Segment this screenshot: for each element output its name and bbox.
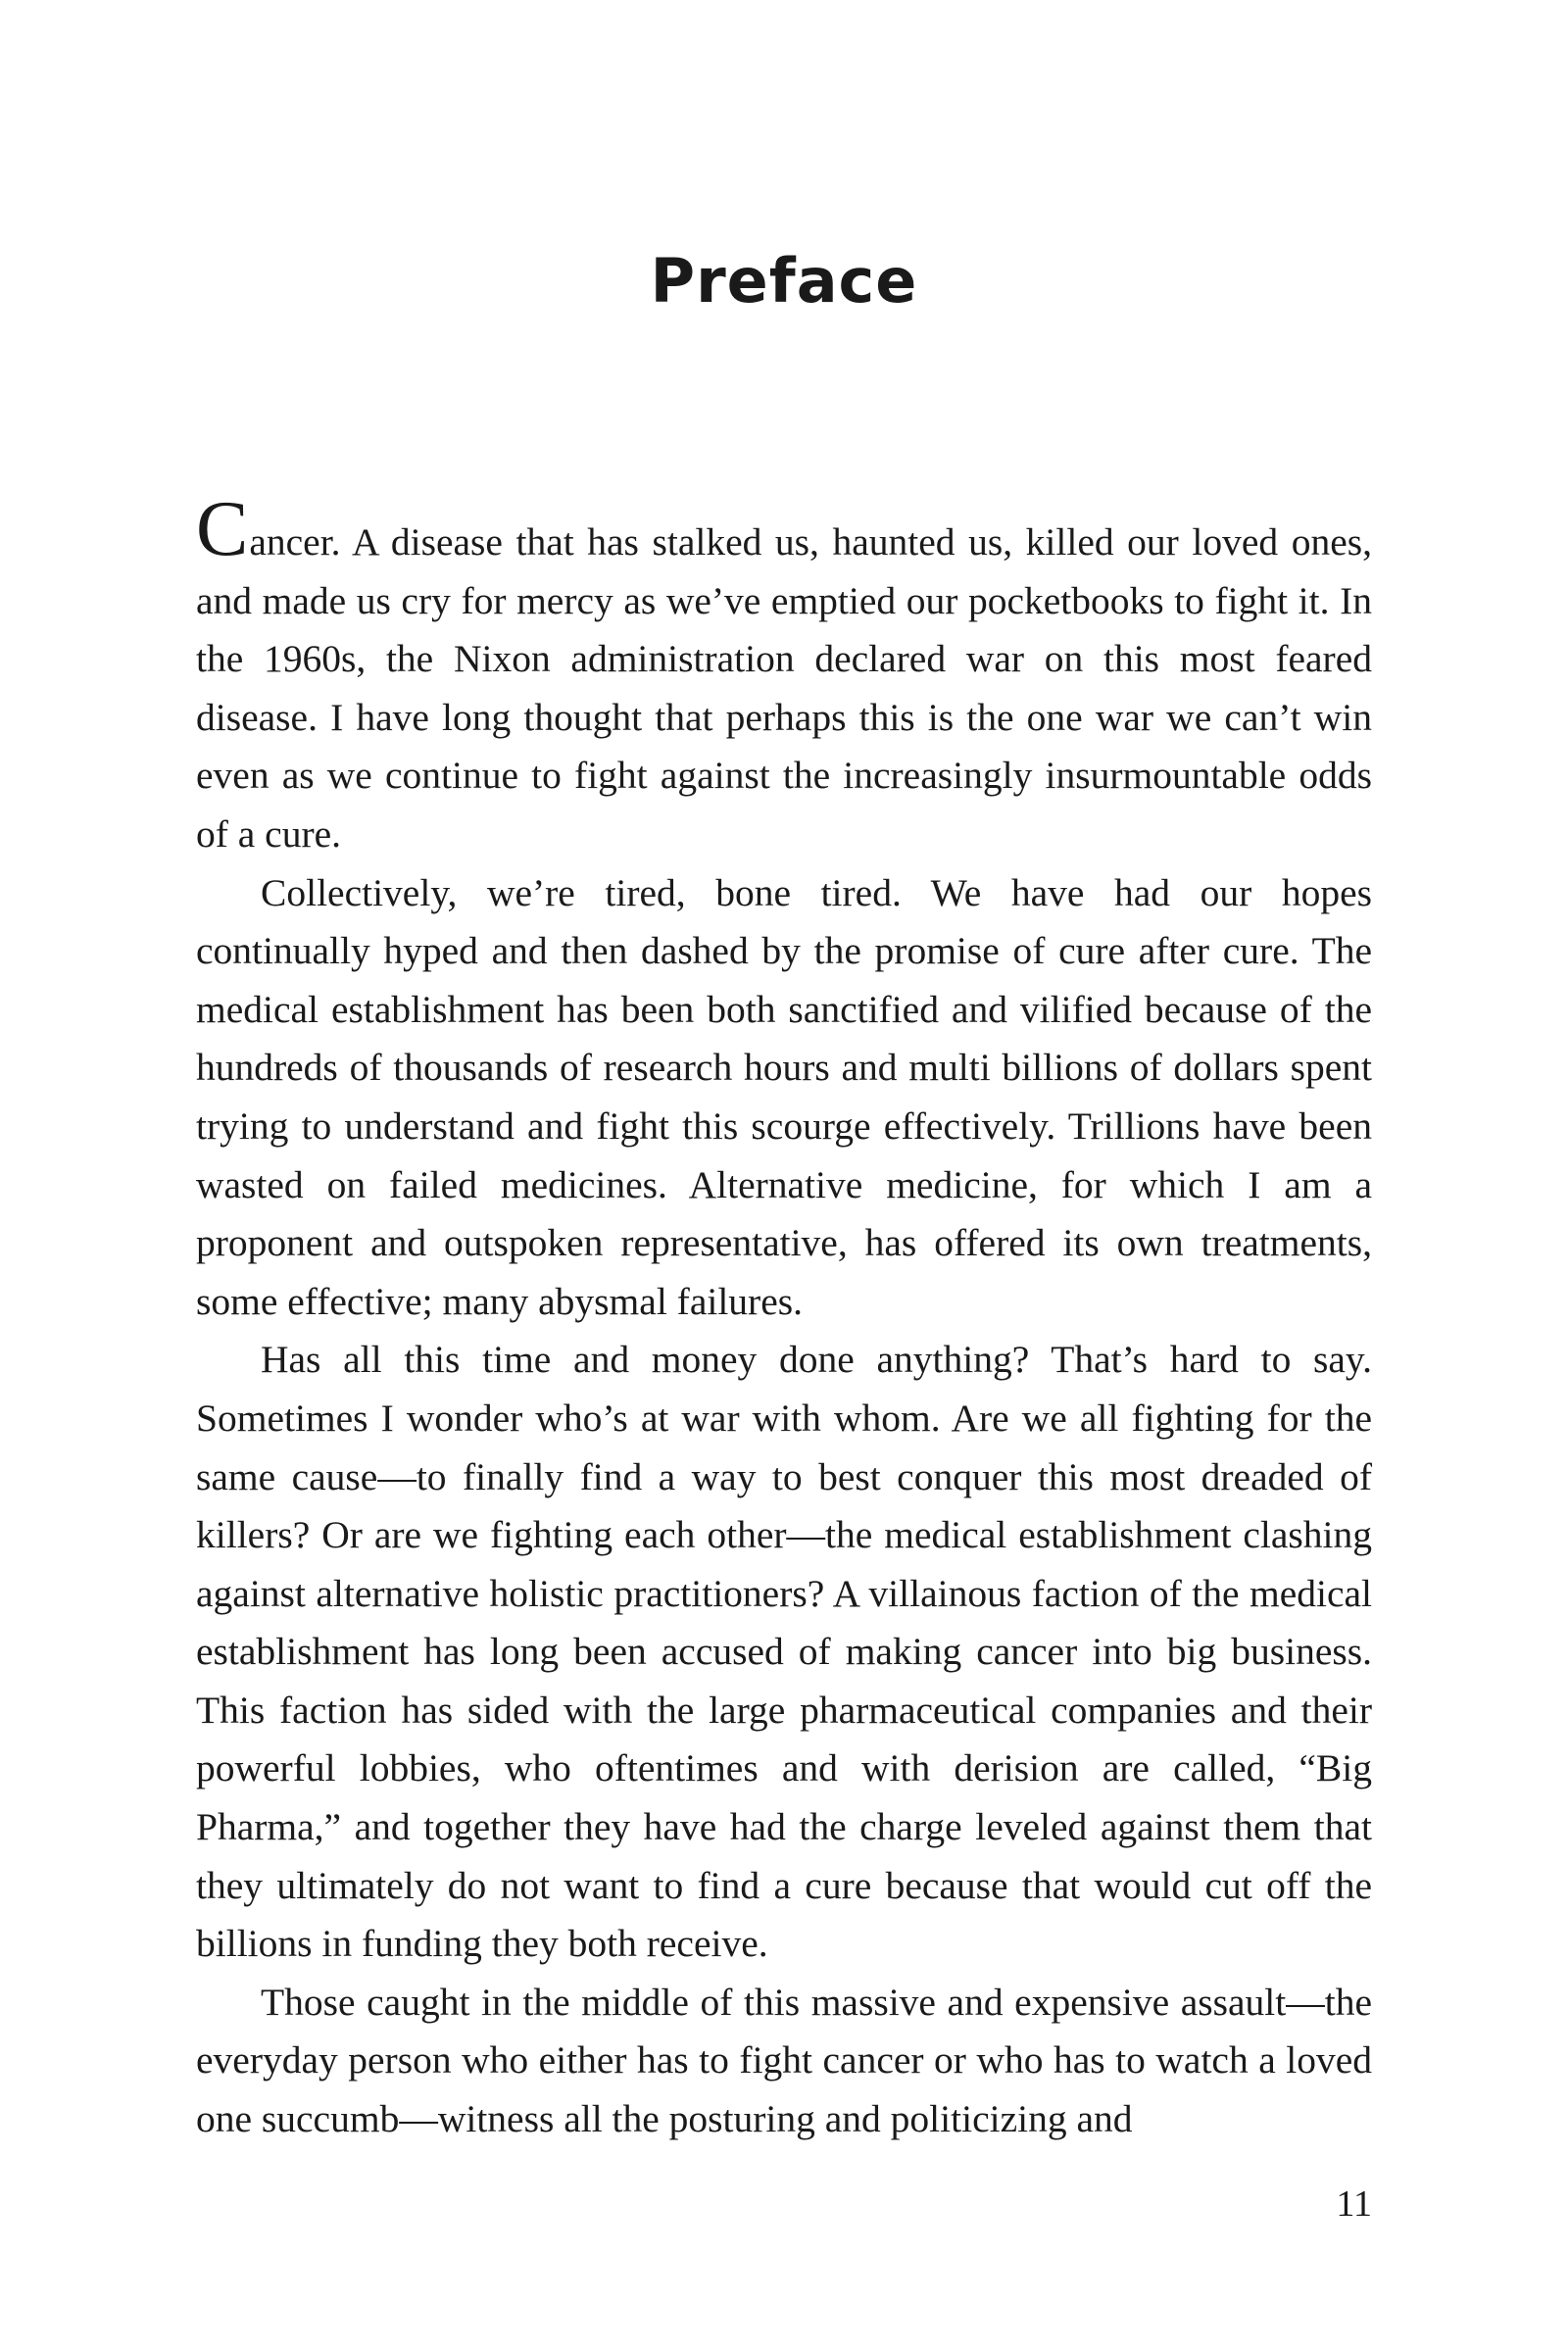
body-text — [196, 486, 1372, 2149]
paragraph-1-text: ancer. A disease that has stalked us, haunted us, killed our loved ones, and made us cry for mercy as we’ve emptied our pocketbooks to fight it. In the 1960s, the Nixon administration declared war on this most feared disease. I have long thought that perhaps this is the one war we can’t win even as we continue to fight against the increasingly insurmountable odds of a cure. — [196, 520, 1372, 856]
page-title: Preface — [650, 245, 918, 317]
page-number: 11 — [1336, 2183, 1372, 2225]
paragraph-4: Those caught in the middle of this massive and expensive assault—the everyday person who either has to fight cancer or who has to watch a loved one succumb—witness all the posturing and politicizing and — [196, 1980, 1372, 2141]
paragraph-1 — [196, 486, 1372, 864]
drop-cap: C — [196, 486, 249, 572]
paragraph-3: Has all this time and money done anything? That’s hard to say. Sometimes I wonder who’s at war with whom. Are we all fighting for the same cause—to finally find a way to best conquer this most dreaded of killers? Or are we fighting each other—the medical establishment clashing against alternative holistic practitioners? A villainous faction of the medical establishment has long been accused of making cancer into big business. This faction has sided with the large pharmaceutical companies and their powerful lobbies, who oftentimes and with derision are called, “Big Pharma,” and together they have had the charge leveled against them that they ultimately do not want to find a cure because that would cut off the billions in funding they both receive. — [196, 1338, 1372, 1966]
paragraph-2: Collectively, we’re tired, bone tired. We have had our hopes continually hyped and then dashed by the promise of cure after cure. The medical establishment has been both sanctified and vilified because of the hundreds of thousands of research hours and multi billions of dollars spent trying to understand and fight this scourge effectively. Trillions have been wasted on failed medicines. Alternative medicine, for which I am a proponent and outspoken representative, has offered its own treatments, some effective; many abysmal failures. — [196, 870, 1372, 1323]
